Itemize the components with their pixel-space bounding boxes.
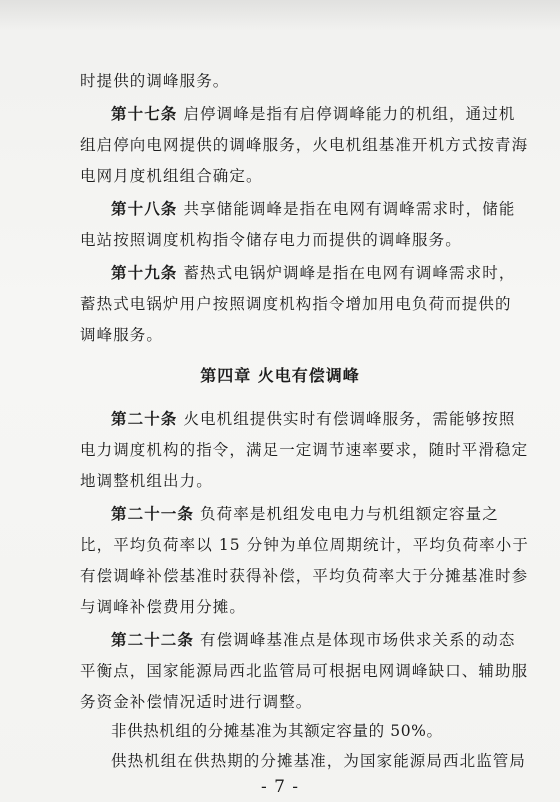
article-20-line-2: [80, 439, 528, 461]
article-17-line-3: [80, 165, 263, 187]
text-line: 非供热机组的分摊基准为其额定容量的 50%。: [111, 722, 443, 740]
article-19-line-3: [80, 324, 163, 346]
article-20-line-3: [80, 470, 213, 492]
article-22-line-1: [111, 629, 515, 651]
paragraph-continuation: [80, 70, 229, 92]
text-line: 电站按照调度机构指令储存电力而提供的调峰服务。: [80, 231, 462, 249]
text-line: 有偿调峰基准点是体现市场供求关系的动态: [200, 631, 516, 649]
paragraph-heating: [111, 750, 526, 772]
text-line: 蓄热式电锅炉调峰是指在电网有调峰需求时，: [183, 264, 516, 282]
text-line: 调峰服务。: [80, 326, 164, 344]
article-number: 第二十一条: [111, 504, 195, 523]
text-line: 平衡点，国家能源局西北监管局可根据电网调峰缺口、辅助服: [80, 662, 529, 680]
text-line: 与调峰补偿费用分摊。: [80, 598, 247, 616]
text-line: 务资金补偿情况适时进行调整。: [80, 693, 313, 711]
article-17-line-1: [111, 103, 515, 125]
top-shadow: [0, 0, 560, 30]
page-number: - 7 -: [260, 777, 300, 797]
article-17-line-2: [80, 134, 528, 156]
text-line: 电力调度机构的指令，满足一定调节速率要求，随时平滑稳定: [80, 441, 529, 459]
text-line: 供热机组在供热期的分摊基准，为国家能源局西北监管局: [111, 752, 527, 770]
chapter-heading: 第四章 火电有偿调峰: [200, 366, 360, 385]
text-line: 启停调峰是指有启停调峰能力的机组，通过机: [183, 105, 516, 123]
text-line: 电网月度机组组合确定。: [80, 167, 263, 185]
article-20-line-1: [111, 408, 515, 430]
article-19-line-2: [80, 293, 512, 315]
text-line: 组启停向电网提供的调峰服务，火电机组基准开机方式按青海: [80, 136, 529, 154]
article-21-line-4: [80, 596, 246, 618]
article-number: 第二十条: [111, 409, 178, 428]
article-21-line-1: [111, 503, 499, 525]
text-line: 蓄热式电锅炉用户按照调度机构指令增加用电负荷而提供的: [80, 295, 512, 313]
article-21-line-3: [80, 565, 528, 587]
text-line: 比，平均负荷率以 15 分钟为单位周期统计，平均负荷率小于: [80, 536, 529, 554]
article-22-line-3: [80, 691, 312, 713]
article-21-line-2: [80, 534, 529, 556]
article-number: 第十九条: [111, 263, 178, 282]
text-line: 负荷率是机组发电电力与机组额定容量之: [200, 505, 499, 523]
article-number: 第十八条: [111, 199, 178, 218]
paragraph-non-heating: [111, 720, 443, 742]
text-line: 火电机组提供实时有偿调峰服务，需能够按照: [183, 410, 516, 428]
article-number: 第二十二条: [111, 630, 195, 649]
article-22-line-2: [80, 660, 528, 682]
text-line: 时提供的调峰服务。: [80, 72, 230, 90]
text-line: 有偿调峰补偿基准时获得补偿，平均负荷率大于分摊基准时参: [80, 567, 529, 585]
text-line: 地调整机组出力。: [80, 472, 213, 490]
article-18-line-2: [80, 229, 462, 251]
article-18-line-1: [111, 198, 515, 220]
article-number: 第十七条: [111, 104, 178, 123]
text-line: 共享储能调峰是指在电网有调峰需求时，储能: [183, 200, 516, 218]
article-19-line-1: [111, 262, 515, 284]
